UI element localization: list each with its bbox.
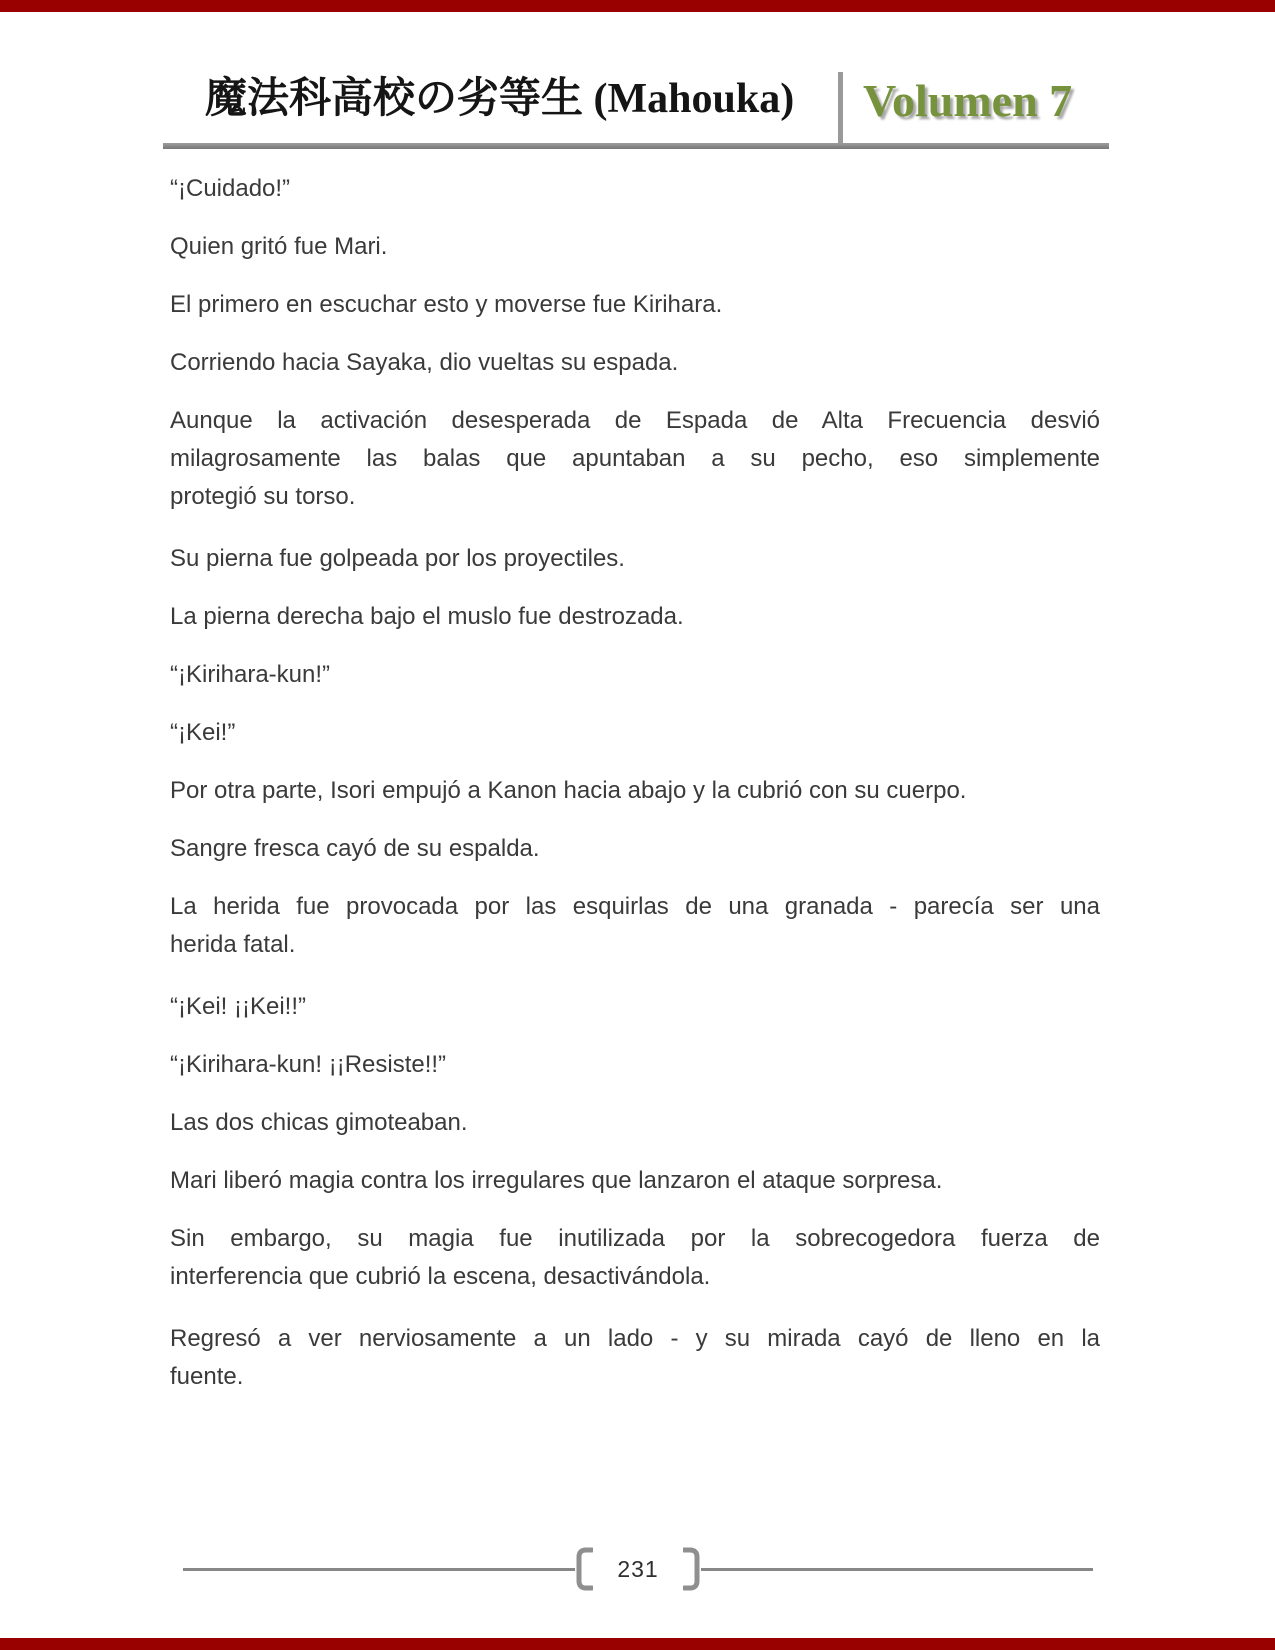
paragraph (170, 286, 1100, 324)
top-accent-bar (0, 0, 1275, 12)
paragraph-line: La herida fue provocada por las esquirlas de una granada - parecía ser una (170, 893, 1100, 920)
paragraph-line: Mari liberó magia contra los irregulares que lanzaron el ataque sorpresa. (170, 1167, 943, 1194)
paragraph (170, 772, 1100, 810)
paragraph-line: “¡Cuidado!” (170, 175, 291, 202)
header-rule (163, 143, 1109, 149)
paragraph-line: Su pierna fue golpeada por los proyectiles. (170, 545, 625, 572)
left-bracket-icon (575, 1546, 593, 1592)
paragraph (170, 228, 1100, 266)
paragraph-line: “¡Kirihara-kun!” (170, 661, 331, 688)
paragraph (170, 540, 1100, 578)
paragraph-line: Quien gritó fue Mari. (170, 233, 388, 260)
paragraph-line: Corriendo hacia Sayaka, dio vueltas su espada. (170, 349, 679, 376)
page-number: 231 (617, 1555, 659, 1582)
page-footer (183, 1546, 1093, 1592)
footer-rule-right (701, 1568, 1093, 1571)
paragraph-line: interferencia que cubrió la escena, desactivándola. (170, 1263, 711, 1290)
paragraph-line: “¡Kirihara-kun! ¡¡Resiste!!” (170, 1051, 447, 1078)
paragraph-line: fuente. (170, 1363, 244, 1390)
bottom-accent-bar (0, 1638, 1275, 1650)
header-divider (838, 72, 843, 149)
paragraph (170, 170, 1100, 208)
paragraph (170, 830, 1100, 868)
paragraph-line: Por otra parte, Isori empujó a Kanon hacia abajo y la cubrió con su cuerpo. (170, 777, 967, 804)
paragraph-line: Sin embargo, su magia fue inutilizada por la sobrecogedora fuerza de (170, 1225, 1100, 1252)
paragraph-line: El primero en escuchar esto y moverse fue Kirihara. (170, 291, 723, 318)
right-bracket-icon (683, 1546, 701, 1592)
paragraph-line: milagrosamente las balas que apuntaban a su pecho, eso simplemente (170, 445, 1100, 472)
paragraph (170, 1162, 1100, 1200)
paragraph (170, 1104, 1100, 1142)
paragraph (170, 714, 1100, 752)
paragraph (170, 988, 1100, 1026)
paragraph-line: “¡Kei!” (170, 719, 236, 746)
paragraph-line: Aunque la activación desesperada de Espada de Alta Frecuencia desvió (170, 407, 1100, 434)
paragraph-line: Regresó a ver nerviosamente a un lado - y su mirada cayó de lleno en la (170, 1325, 1100, 1352)
paragraph-line: Las dos chicas gimoteaban. (170, 1109, 468, 1136)
paragraph (170, 598, 1100, 636)
paragraph-line: herida fatal. (170, 931, 296, 958)
paragraph (170, 1046, 1100, 1084)
body-text (170, 170, 1100, 1420)
paragraph-line: La pierna derecha bajo el muslo fue destrozada. (170, 603, 684, 630)
paragraph (170, 344, 1100, 382)
page-header (163, 70, 1109, 150)
paragraph (170, 656, 1100, 694)
paragraph-line: protegió su torso. (170, 483, 356, 510)
volume-label: Volumen 7 (863, 75, 1073, 126)
book-title: 魔法科高校の劣等生 (Mahouka) (205, 76, 795, 122)
paragraph-line: “¡Kei! ¡¡Kei!!” (170, 993, 307, 1020)
paragraph-line: Sangre fresca cayó de su espalda. (170, 835, 540, 862)
footer-rule-left (183, 1568, 575, 1571)
